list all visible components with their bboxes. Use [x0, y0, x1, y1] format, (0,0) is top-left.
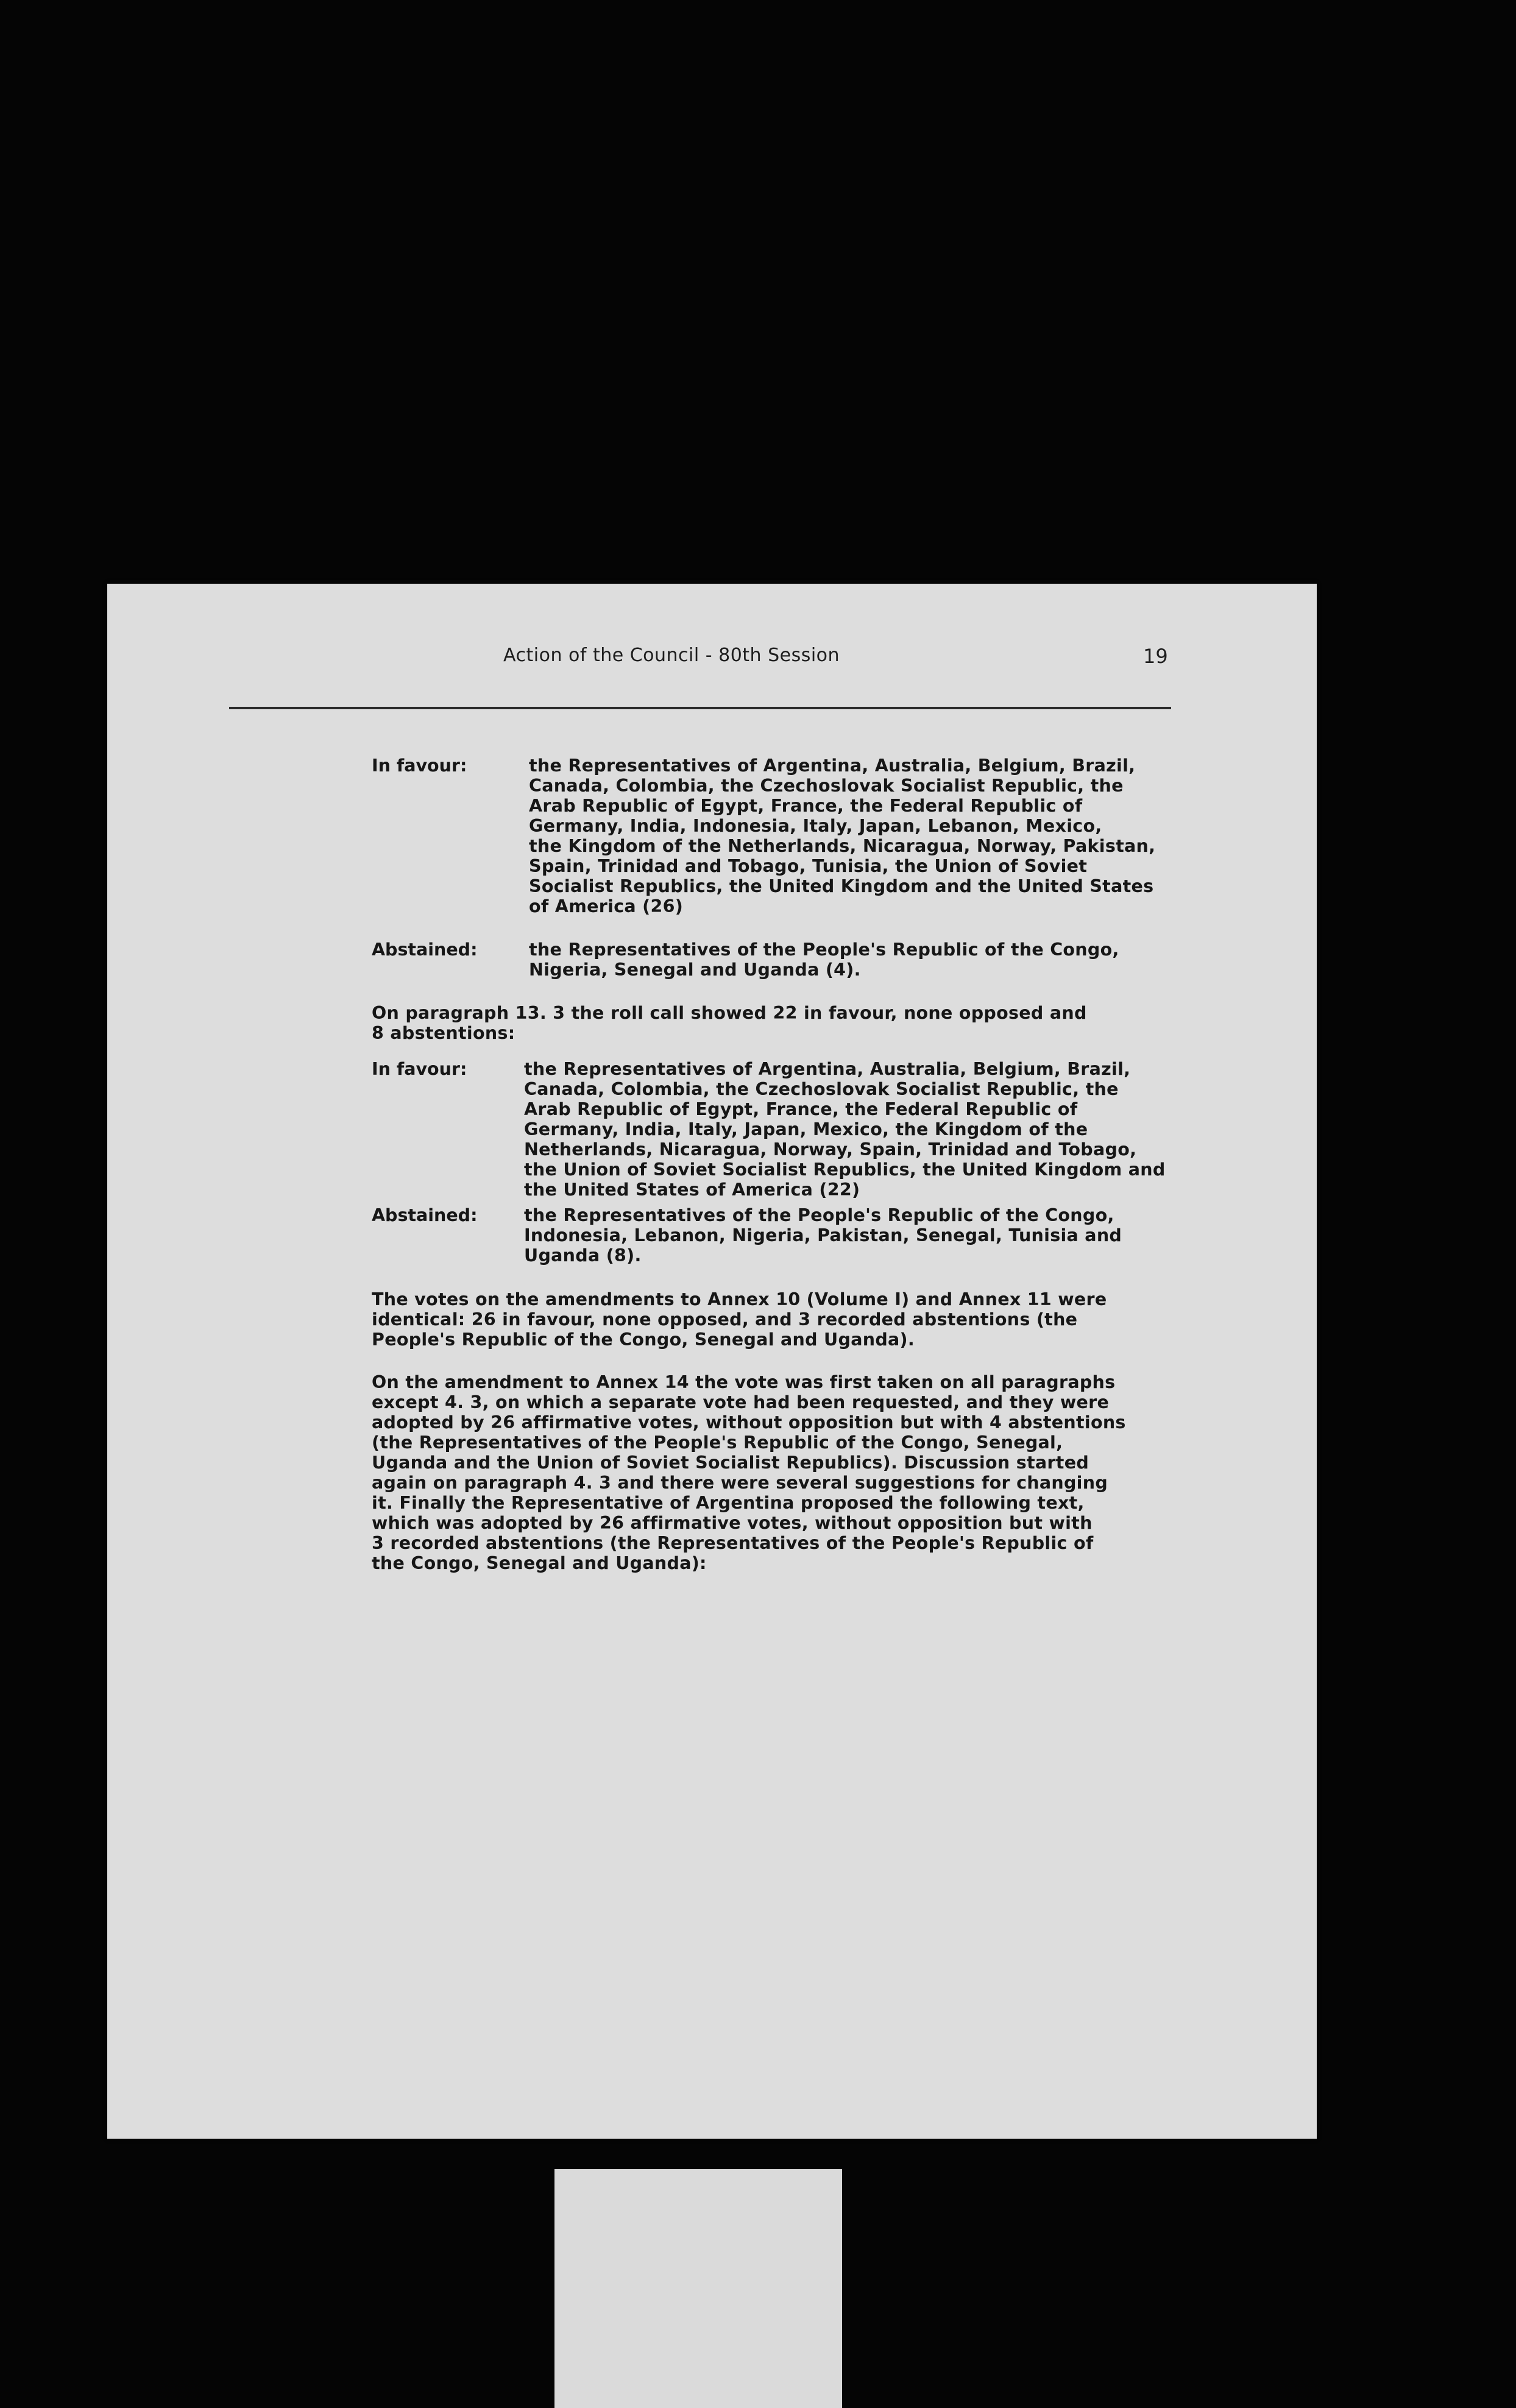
text-line: Nigeria, Senegal and Uganda (4).: [529, 960, 861, 980]
paragraph-roll-call: [372, 1003, 1292, 1043]
paper-slip: [554, 2169, 842, 2408]
paragraph-annex-14: [372, 1372, 1292, 1573]
vote-text: [529, 756, 1298, 916]
text-line: Spain, Trinidad and Tobago, Tunisia, the Union of Soviet: [529, 856, 1088, 876]
header-rule: [229, 707, 1171, 709]
text-line: the Kingdom of the Netherlands, Nicaragua, Norway, Pakistan,: [529, 836, 1156, 856]
vote-label: Abstained:: [372, 1205, 478, 1225]
paragraph-annex-10: [372, 1289, 1292, 1350]
text-line: the Union of Soviet Socialist Republics, the United Kingdom and: [524, 1160, 1166, 1180]
text-line: Canada, Colombia, the Czechoslovak Socialist Republic, the: [529, 776, 1124, 796]
text-line: Arab Republic of Egypt, France, the Federal Republic of: [524, 1099, 1078, 1119]
vote-label: In favour:: [372, 756, 467, 776]
vote-text: [524, 1059, 1293, 1200]
text-line: People's Republic of the Congo, Senegal and Uganda).: [372, 1330, 915, 1350]
text-line: again on paragraph 4. 3 and there were several suggestions for changing: [372, 1473, 1108, 1493]
text-line: Uganda (8).: [524, 1245, 642, 1266]
text-line: Indonesia, Lebanon, Nigeria, Pakistan, Senegal, Tunisia and: [524, 1225, 1122, 1245]
text-line: the Representatives of Argentina, Australia, Belgium, Brazil,: [524, 1059, 1131, 1079]
text-line: of America (26): [529, 896, 684, 916]
vote-text: [524, 1205, 1293, 1266]
text-line: The votes on the amendments to Annex 10 (Volume I) and Annex 11 were: [372, 1289, 1107, 1309]
text-line: (the Representatives of the People's Republic of the Congo, Senegal,: [372, 1432, 1063, 1453]
text-line: the Representatives of Argentina, Australia, Belgium, Brazil,: [529, 756, 1136, 776]
running-header-title: Action of the Council - 80th Session: [503, 645, 840, 666]
text-line: Arab Republic of Egypt, France, the Federal Republic of: [529, 796, 1083, 816]
text-line: it. Finally the Representative of Argentina proposed the following text,: [372, 1493, 1085, 1513]
text-line: 8 abstentions:: [372, 1023, 515, 1043]
text-line: the Representatives of the People's Republic of the Congo,: [524, 1205, 1114, 1225]
document-page: [107, 584, 1317, 2139]
text-line: On paragraph 13. 3 the roll call showed 22 in favour, none opposed and: [372, 1003, 1087, 1023]
text-line: Uganda and the Union of Soviet Socialist Republics). Discussion started: [372, 1453, 1089, 1473]
text-line: Canada, Colombia, the Czechoslovak Socialist Republic, the: [524, 1079, 1119, 1099]
vote-label: In favour:: [372, 1059, 467, 1079]
text-line: the Congo, Senegal and Uganda):: [372, 1553, 707, 1573]
vote-label: Abstained:: [372, 940, 478, 960]
text-line: which was adopted by 26 affirmative votes, without opposition but with: [372, 1513, 1093, 1533]
text-line: identical: 26 in favour, none opposed, and 3 recorded abstentions (the: [372, 1309, 1078, 1330]
text-line: the United States of America (22): [524, 1180, 860, 1200]
text-line: the Representatives of the People's Republic of the Congo,: [529, 940, 1119, 960]
text-line: adopted by 26 affirmative votes, without opposition but with 4 abstentions: [372, 1412, 1126, 1432]
text-line: On the amendment to Annex 14 the vote was first taken on all paragraphs: [372, 1372, 1116, 1392]
text-line: Netherlands, Nicaragua, Norway, Spain, Trinidad and Tobago,: [524, 1139, 1137, 1160]
text-line: Germany, India, Italy, Japan, Mexico, the Kingdom of the: [524, 1119, 1088, 1139]
text-line: 3 recorded abstentions (the Representatives of the People's Republic of: [372, 1533, 1094, 1553]
page-number: 19: [1143, 645, 1168, 668]
text-line: Socialist Republics, the United Kingdom and the United States: [529, 876, 1154, 896]
text-line: except 4. 3, on which a separate vote had been requested, and they were: [372, 1392, 1110, 1412]
vote-text: [529, 940, 1298, 980]
text-line: Germany, India, Indonesia, Italy, Japan, Lebanon, Mexico,: [529, 816, 1102, 836]
